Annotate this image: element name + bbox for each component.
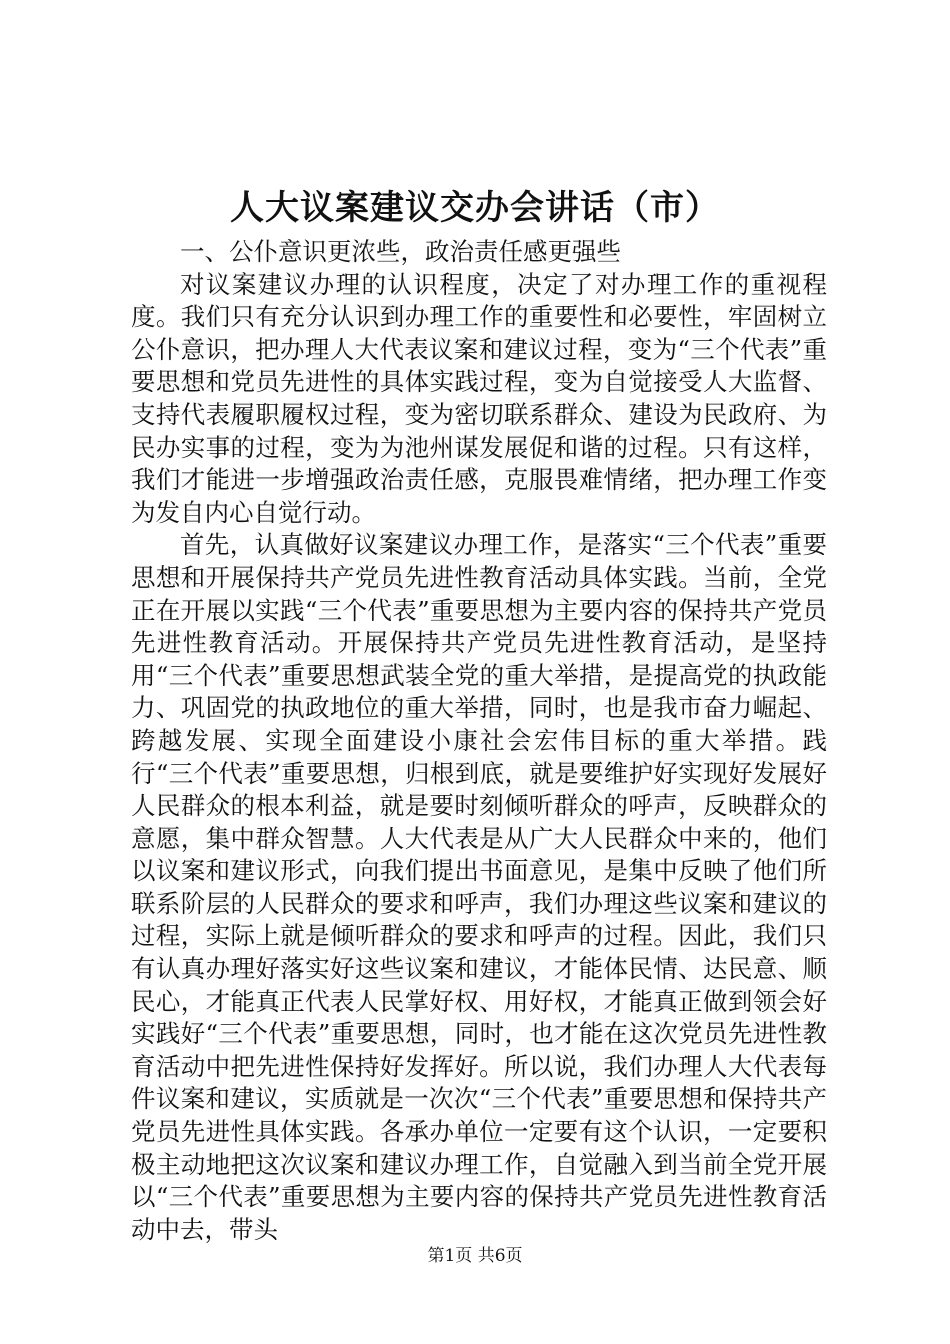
document-body	[131, 236, 827, 1246]
paragraph-2: 首先，认真做好议案建议办理工作，是落实“三个代表”重要思想和开展保持共产党员先进性教育活动具体实践。当前，全党正在开展以实践“三个代表”重要思想为主要内容的保持共产党员先进性教育活动。开展保持共产党员先进性教育活动，是坚持用“三个代表”重要思想武装全党的重大举措，是提高党的执政能力、巩固党的执政地位的重大举措，同时，也是我市奋力崛起、跨越发展、实现全面建设小康社会宏伟目标的重大举措。践行“三个代表”重要思想，归根到底，就是要维护好实现好发展好人民群众的根本利益，就是要时刻倾听群众的呼声，反映群众的意愿，集中群众智慧。人大代表是从广大人民群众中来的，他们以议案和建议形式，向我们提出书面意见，是集中反映了他们所联系阶层的人民群众的要求和呼声，我们办理这些议案和建议的过程，实际上就是倾听群众的要求和呼声的过程。因此，我们只有认真办理好落实好这些议案和建议，才能体民情、达民意、顺民心，才能真正代表人民掌好权、用好权，才能真正做到领会好实践好“三个代表”重要思想，同时，也才能在这次党员先进性教育活动中把先进性保持好发挥好。所以说，我们办理人大代表每件议案和建议，实质就是一次次“三个代表”重要思想和保持共产党员先进性具体实践。各承办单位一定要有这个认识，一定要积极主动地把这次议案和建议办理工作，自觉融入到当前全党开展以“三个代表”重要思想为主要内容的保持共产党员先进性教育活动中去，带头	[131, 530, 827, 1244]
paragraph-1: 对议案建议办理的认识程度，决定了对办理工作的重视程度。我们只有充分认识到办理工作的重要性和必要性，牢固树立公仆意识，把办理人大代表议案和建议过程，变为“三个代表”重要思想和党员先进性的具体实践过程，变为自觉接受人大监督、支持代表履职履权过程，变为密切联系群众、建设为民政府、为民办实事的过程，变为为池州谋发展促和谐的过程。只有这样，我们才能进一步增强政治责任感，克服畏难情绪，把办理工作变为发自内心自觉行动。	[131, 269, 827, 527]
section-heading: 一、公仆意识更浓些，政治责任感更强些	[180, 237, 621, 266]
document-title: 人大议案建议交办会讲话（市）	[230, 188, 720, 228]
page-number: 第1页 共6页	[427, 1246, 523, 1266]
